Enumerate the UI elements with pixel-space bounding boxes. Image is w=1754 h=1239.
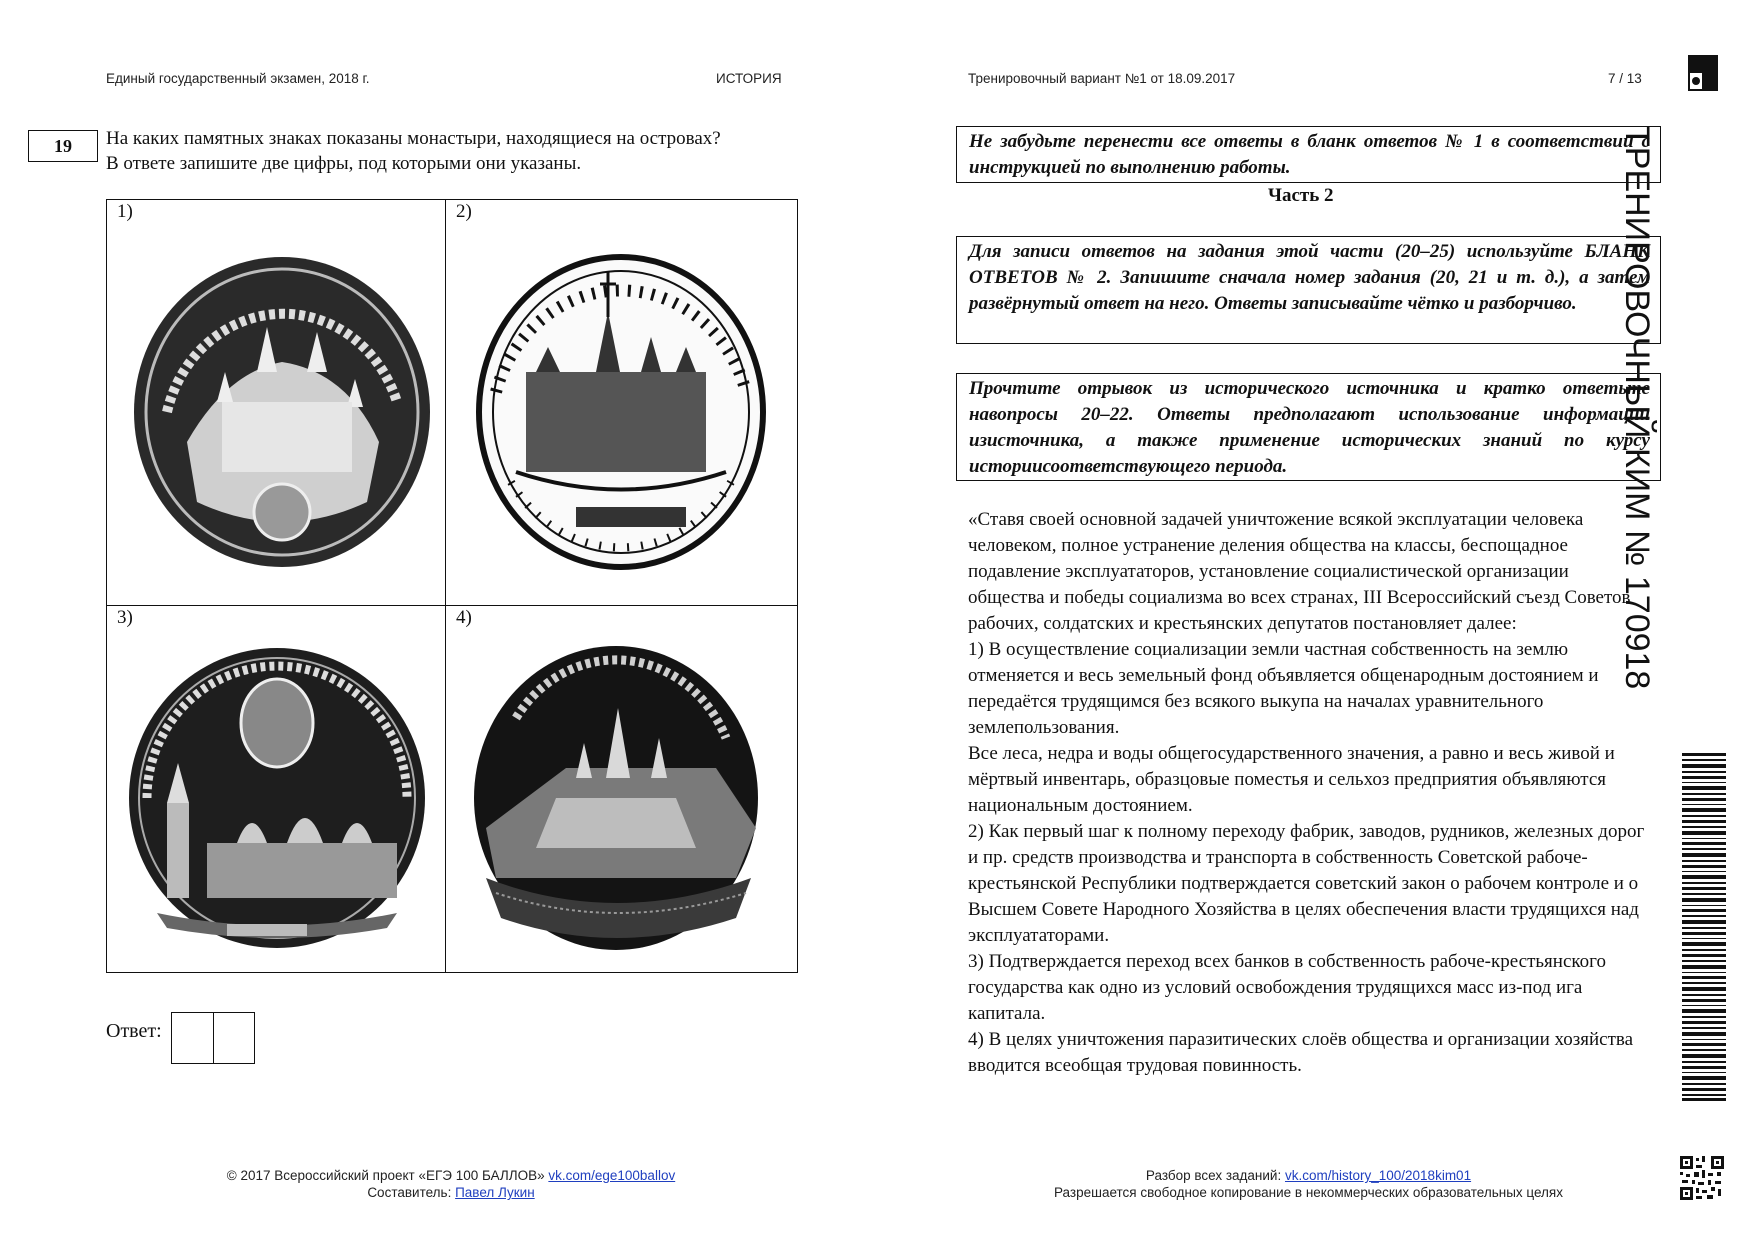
task-question-line-1: На каких памятных знаках показаны монастыри, находящиеся на островах? (106, 128, 721, 149)
corner-marker-icon (1688, 55, 1718, 91)
note-answer-form-2: Для записи ответов на задания этой части (20–25) используйте БЛАНК ОТВЕТОВ № 2. Запишите сначала номер задания (20, 21 и т. д.), а затем развёрнутый ответ на него. Ответы записывайте чётко и разборчиво. (956, 236, 1661, 344)
footer-license: Разрешается свободное копирование в некоммерческих образовательных целях (1054, 1185, 1563, 1200)
qr-code-icon (1680, 1156, 1724, 1200)
coin-2-image (456, 222, 786, 602)
coin-option-3 (107, 606, 446, 972)
option-label-2: 2) (456, 201, 472, 222)
answer-box[interactable] (171, 1012, 255, 1064)
footer-analysis-label: Разбор всех заданий: (1145, 1168, 1282, 1183)
coin-option-4 (446, 606, 797, 972)
source-paragraph: Все леса, недра и воды общегосударственного значения, а равно и весь живой и мёртвый инвентарь, образцовые поместья и сельхоз предприятия объявляются национальным достоянием. (968, 743, 1615, 816)
footer-left (106, 1167, 796, 1201)
note-read-source: Прочтите отрывок из исторического источника и кратко ответьте навопросы 20–22. Ответы предполагают использование информации изисточника, а также применение исторических знаний по курсу историисоответствующего периода. (956, 373, 1661, 481)
answer-digit-1[interactable] (172, 1013, 213, 1063)
footer-author-link[interactable]: Павел Лукин (455, 1185, 535, 1200)
footer-project-link[interactable]: vk.com/ege100ballov (548, 1168, 676, 1183)
footer-right (956, 1167, 1661, 1201)
footer-copyright: © 2017 Всероссийский проект «ЕГЭ 100 БАЛЛОВ» (226, 1168, 545, 1183)
option-label-1: 1) (117, 201, 133, 222)
header-subject: ИСТОРИЯ (716, 71, 782, 86)
task-number-box: 19 (28, 130, 98, 162)
task-question-line-2: В ответе запишите две цифры, под которыми они указаны. (106, 153, 582, 174)
side-variant-title: ТРЕНИРОВОЧНЫЙ КИМ № 170918 (1618, 126, 1656, 690)
coin-1-image (117, 222, 437, 602)
coins-grid (106, 199, 798, 973)
option-label-3: 3) (117, 607, 133, 628)
source-paragraph: «Ставя своей основной задачей уничтожение всякой эксплуатации человека человеком, полное устранение деления общества на классы, беспощадное подавление эксплуататоров, установление социалистической организации общества и победы социализма во всех странах, III Всероссийский съезд Советов рабочих, солдатских и крестьянских депутатов постановляет далее: (968, 509, 1631, 634)
note-transfer-answers: Не забудьте перенести все ответы в бланк ответов № 1 в соответствии с инструкцией по выполнению работы. (956, 126, 1661, 183)
part-title: Часть 2 (1268, 185, 1334, 206)
source-paragraph: 3) Подтверждается переход всех банков в собственность рабоче-крестьянского государства как одно из условий освобождения трудящихся масс из-под ига капитала. (968, 951, 1606, 1024)
header-page-number: 7 / 13 (1608, 71, 1642, 86)
source-paragraph: 2) Как первый шаг к полному переходу фабрик, заводов, рудников, железных дорог и пр. средств производства и транспорта в собственность Советской рабоче-крестьянской Республики подтверждается советский закон о рабочем контроле и о (968, 821, 1645, 894)
header-exam-title: Единый государственный экзамен, 2018 г. (106, 71, 370, 86)
coin-option-1 (107, 200, 446, 606)
coin-4-image (456, 628, 776, 968)
header-variant: Тренировочный вариант №1 от 18.09.2017 (968, 71, 1236, 86)
source-paragraph: 4) В целях уничтожения паразитических слоёв общества и организации хозяйства вводится всеобщая трудовая повинность. (968, 1029, 1634, 1076)
task-question (106, 126, 806, 176)
source-paragraph: Высшем Совете Народного Хозяйства в целях обеспечения власти трудящихся над эксплуататорами. (968, 899, 1639, 946)
footer-analysis-link[interactable]: vk.com/history_100/2018kim01 (1284, 1168, 1472, 1183)
answer-label: Ответ: (106, 1020, 162, 1042)
barcode-icon (1682, 753, 1726, 1101)
answer-digit-2[interactable] (213, 1013, 255, 1063)
option-label-4: 4) (456, 607, 472, 628)
source-paragraph: 1) В осуществление социализации земли частная собственность на землю отменяется и весь земельный фонд объявляется общенародным достоянием и передаётся трудящимся без всякого выкупа на началах уравнительного землепользования. (968, 639, 1599, 738)
footer-author-label: Составитель: (367, 1185, 452, 1200)
historical-source-text (968, 507, 1648, 1079)
coin-option-2 (446, 200, 797, 606)
coin-3-image (117, 628, 437, 968)
